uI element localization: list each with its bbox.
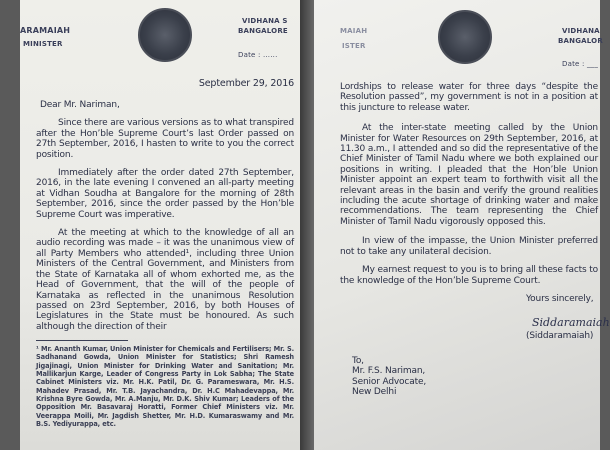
- letter-body: [36, 78, 294, 428]
- letter-body: [340, 82, 610, 397]
- letterhead-address-line2: BANGALOR: [558, 37, 603, 45]
- page-gap-shadow: [300, 0, 314, 450]
- date-label: Date : ......: [238, 51, 278, 59]
- government-seal-icon: [138, 8, 192, 62]
- date-label: Date : ___: [562, 60, 599, 68]
- paragraph: Since there are various versions as to what transpired after the Hon’ble Supreme Court’s last Order passed on 27th September, 2016, I hasten to write to you the correct position.: [36, 118, 294, 160]
- paragraph: Lordships to release water for three days “despite the Resolution passed”, my government is not in a position at this juncture to release water.: [340, 82, 598, 113]
- letter-page-1: [20, 0, 300, 450]
- letterhead-title: ISTER: [342, 42, 366, 50]
- letter-date: September 29, 2016: [198, 78, 294, 89]
- signer-name: (Siddaramaiah): [526, 331, 594, 342]
- footnote-divider: [36, 340, 128, 341]
- letterhead-address-line1: VIDHANA S: [242, 17, 288, 25]
- letterhead-address-line1: VIDHANA: [562, 27, 600, 35]
- to-label: To,: [352, 355, 364, 366]
- paragraph: In view of the impasse, the Union Minister preferred not to take any unilateral decision.: [340, 236, 598, 257]
- signature: Siddaramaiah: [532, 316, 610, 330]
- letterhead-title: MINISTER: [23, 40, 63, 48]
- closing: Yours sincerely,: [526, 293, 594, 304]
- salutation: Dear Mr. Nariman,: [40, 100, 120, 110]
- recipient-name: Mr. F.S. Nariman,: [352, 366, 426, 377]
- paragraph: My earnest request to you is to bring all these facts to the knowledge of the Hon’ble Supreme Court.: [340, 265, 598, 286]
- footnote: ¹ Mr. Ananth Kumar, Union Minister for Chemicals and Fertilisers; Mr. S. Sadhanand Gowda, Union Minister for Statistics; Shri Ramesh Jigajinagi, Union Minister for Drinking Water and Sanitation; Mr. Mallikarjun Karge, Leader of Congress Party in Lok Sabha; The State Cabinet Ministers viz. Mr. H.K. Patil, Dr. G. Parameswara, Mr. H.S. Mahadev Prasad, Mr. T.B. Jayachandra, Dr. H.C Mahadevappa, Mr. Krishna Byre Gowda, Mr. A.Manju, Mr. D.K. Shiv Kumar; Leaders of the Opposition Mr. Basavaraj Horatti, Former Chief Ministers viz. Mr. Veerappa Moili, Mr. Jagdish Shetter, Mr. H.D. Kumaraswamy and Mr. B.S. Yediyurappa, etc.: [36, 345, 294, 428]
- government-seal-icon: [438, 10, 492, 64]
- paragraph: At the inter-state meeting called by the Union Minister for Water Resources on 29th September, 2016, at 11.30 a.m., I attended and so did the representative of the Chief Minister of Tamil Nadu where we both explained our positions in writing. I pleaded that the Hon’ble Union Minister appoint an expert team to forthwith visit all the relevant areas in the basin and verify the ground realities including the acute shortage of drinking water and make recommendations. The team representing the Chief Minister of Tamil Nadu vigorously opposed this.: [340, 123, 598, 227]
- recipient-title: Senior Advocate,: [352, 376, 427, 387]
- letterhead-name: ARAMAIAH: [20, 26, 71, 35]
- recipient-city: New Delhi: [352, 386, 397, 397]
- letterhead-address-line2: BANGALORE: [238, 27, 288, 35]
- paragraph: At the meeting at which to the knowledge of all an audio recording was made – it was the unanimous view of all Party Members who attended¹, including three Union Ministers of the Central Government, and Ministers from the State of Karnataka all of whom exhorted me, as the Head of Government, that the will of the people of Karnataka as reflected in the unanimous Resolution passed on 23rd September, 2016, by both Houses of Legislatures in the State must be honoured. As such although the direction of their: [36, 228, 294, 332]
- letterhead-name: MAIAH: [340, 27, 368, 35]
- paragraph: Immediately after the order dated 27th September, 2016, in the late evening I convened an all-party meeting at Vidhan Soudha at Bangalore for the morning of 28th September, 2016, since the order passed by the Hon’ble Supreme Court was imperative.: [36, 168, 294, 220]
- letter-page-2: [314, 0, 610, 450]
